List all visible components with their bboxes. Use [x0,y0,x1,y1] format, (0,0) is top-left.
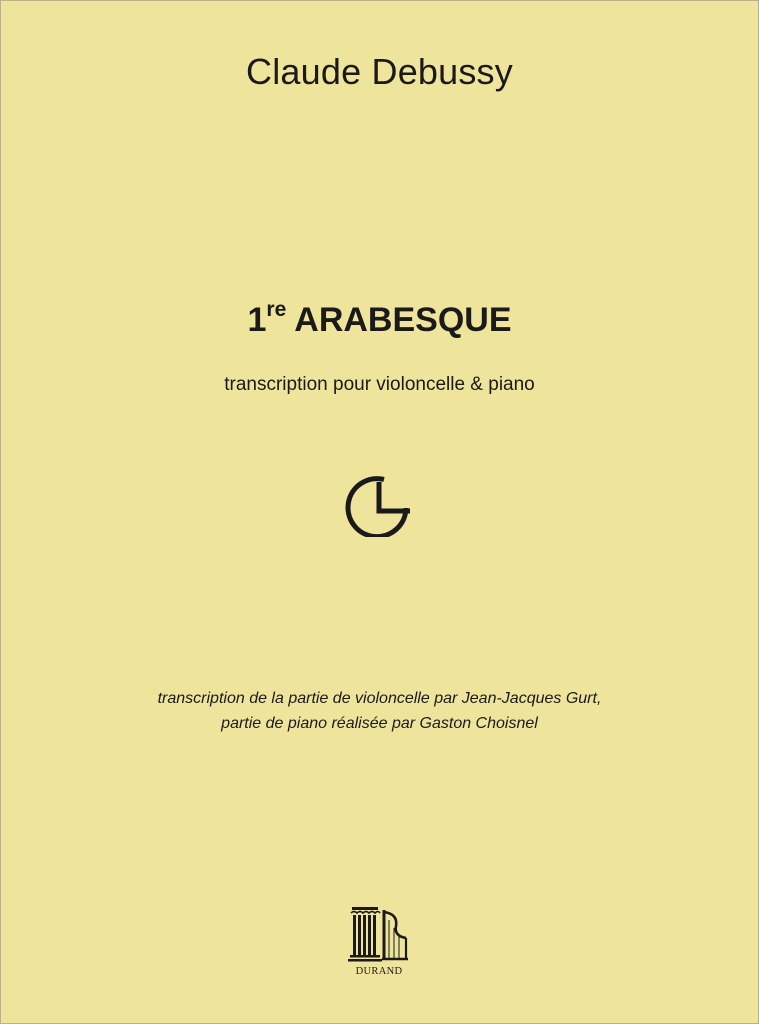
title-ordinal-suffix: re [266,297,287,321]
credits-line-cello: transcription de la partie de violoncelle par Jean-Jacques Gurt, [157,690,602,707]
arrangement-credits [1,686,758,736]
clock-emblem-icon [343,473,413,537]
credits-line-piano: partie de piano réalisée par Gaston Choisnel [221,715,538,732]
work-title [1,297,758,340]
work-subtitle: transcription pour violoncelle & piano [224,374,535,395]
title-ordinal-number: 1 [247,301,267,339]
title-main: ARABESQUE [294,301,512,339]
durand-publisher-logo [346,904,412,980]
composer-name: Claude Debussy [246,51,513,92]
publisher-name: DURAND [355,966,403,977]
